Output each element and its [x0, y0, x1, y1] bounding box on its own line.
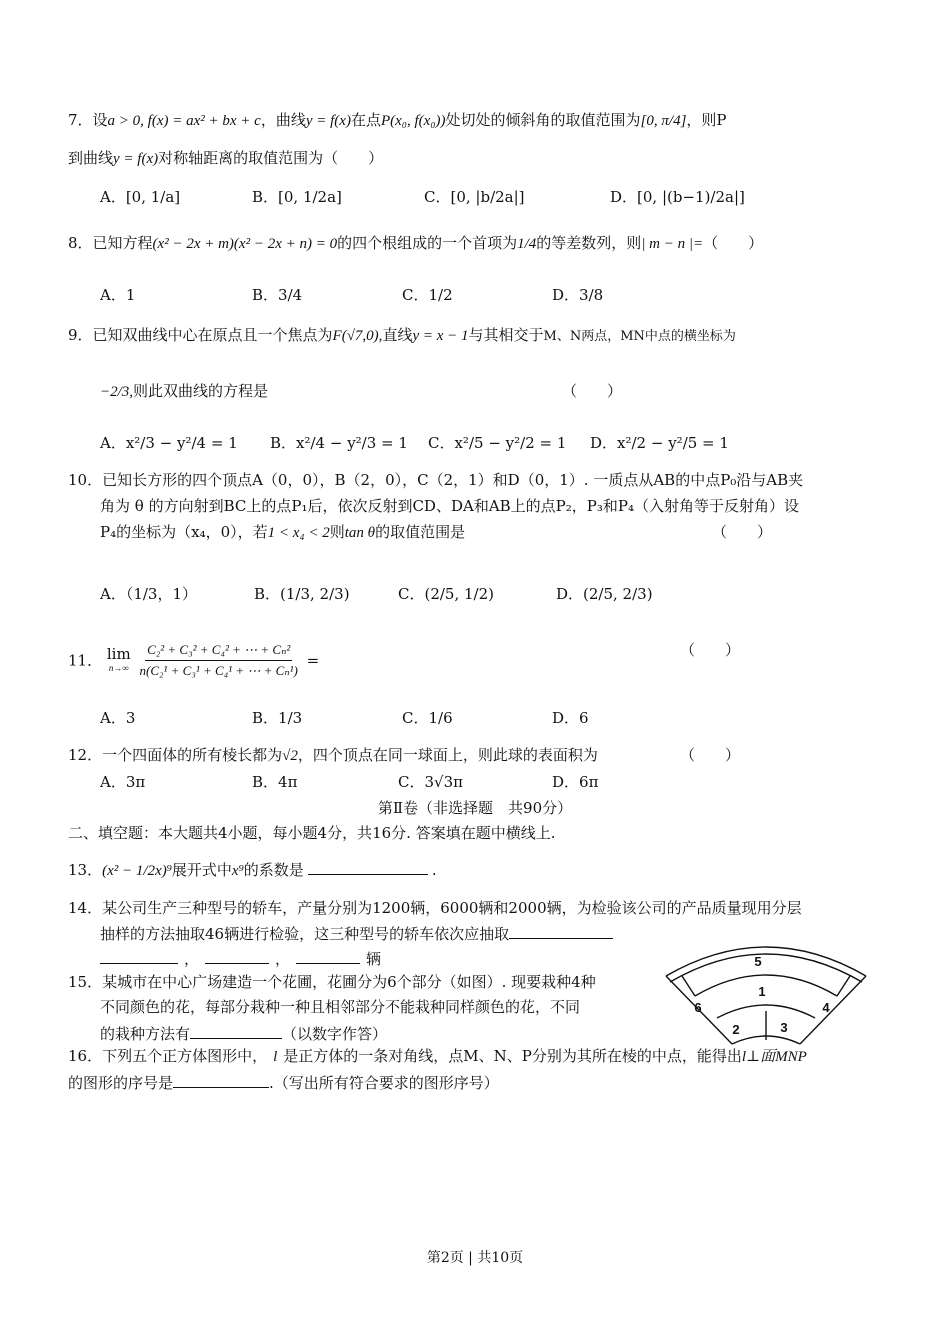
option-b: B．[0, 1/2a]: [252, 188, 342, 206]
q12-line1: 12．一个四面体的所有棱长都为√2，四个顶点在同一球面上，则此球的表面积为 （ ）: [68, 746, 741, 764]
q16-line1: 16．下列五个正方体图形中， l 是正方体的一条对角线，点M、N、P分别为其所在棱的中点，能得出l⊥面MNP: [68, 1047, 807, 1065]
q15-answer-blank[interactable]: [190, 1022, 282, 1039]
q13-line: 13．(x² − 1/2x)⁹展开式中x⁹的系数是 .: [68, 858, 437, 881]
q15-line3: 的栽种方法有 （以数字作答）: [100, 1022, 387, 1044]
option-b: B．1/3: [252, 709, 303, 727]
q14-answer-blank-3[interactable]: [205, 947, 269, 964]
q8-line1: 8．已知方程(x² − 2x + m)(x² − 2x + n) = 0的四个根组成的一个首项为1/4的等差数列，则| m − n |=（ ）: [68, 234, 764, 252]
q10-line2: 角为 θ 的方向射到BC上的点P₁后，依次反射到CD、DA和AB上的点P₂，P₃和P₄（入射角等于反射角）设: [100, 497, 799, 515]
q7-line1: 7．设a > 0, f(x) = ax² + bx + c，曲线y = f(x)在点P(x₀, f(x₀))处切处的倾斜角的取值范围为[0, π/4]，则P: [68, 111, 727, 129]
q14-answer-blank-1[interactable]: [509, 922, 613, 939]
option-c: C．1/6: [402, 709, 453, 727]
option-a: A．[0, 1/a]: [100, 188, 181, 206]
q14-line2: 抽样的方法抽取46辆进行检验，这三种型号的轿车依次应抽取: [100, 922, 613, 944]
q11-line: 11． lim n→∞ $\frac{\text{C₂² + C₃² + C₄² + ⋯ + Cₙ²}}{\text{n(C₂¹ + C₃¹ + C₄¹ + ⋯ + Cₙ¹)}}$ =: [68, 640, 319, 684]
outer-arc-inner: [670, 954, 862, 982]
q10-line1: 10．已知长方形的四个顶点A（0，0），B（2，0），C（2，1）和D（0，1）. 一质点从AB的中点P₀沿与AB夹: [68, 471, 804, 489]
option-a: A．x²/3 − y²/4 = 1: [100, 434, 238, 452]
divider-4: [837, 976, 850, 996]
region-2: 2: [732, 1022, 740, 1037]
section2-heading: 二、填空题：本大题共4小题，每小题4分，共16分. 答案填在题中横线上.: [68, 824, 556, 842]
option-c: C．(2/5, 1/2): [398, 585, 494, 603]
region-5: 5: [754, 954, 762, 969]
q9-line2: −2/3,则此双曲线的方程是 （ ）: [100, 382, 623, 400]
q9-line1: 9．已知双曲线中心在原点且一个焦点为F(√7,0),直线y = x − 1与其相交于M、N两点，MN中点的横坐标为: [68, 326, 736, 344]
option-b: B．(1/3, 2/3): [254, 585, 350, 603]
option-d: D．6π: [552, 773, 599, 791]
option-d: D．3/8: [552, 286, 604, 304]
option-b: B．4π: [252, 773, 298, 791]
right-edge: [800, 976, 866, 1044]
region-3: 3: [780, 1020, 788, 1035]
page-footer: 第2页 | 共10页: [426, 1250, 524, 1266]
option-b: B．3/4: [252, 286, 303, 304]
q11-fraction: $\frac{\text{C₂² + C₃² + C₄² + ⋯ + Cₙ²}}{\text{n(C₂¹ + C₃¹ + C₄¹ + ⋯ + Cₙ¹)}}$: [139, 642, 298, 678]
option-d: D．x²/2 − y²/5 = 1: [590, 434, 729, 452]
q14-answer-blank-4[interactable]: [296, 947, 360, 964]
option-d: D．[0, |(b−1)/2a|]: [610, 188, 745, 206]
region-4: 4: [822, 1000, 830, 1015]
option-c: C．x²/5 − y²/2 = 1: [428, 434, 567, 452]
region-1: 1: [758, 984, 766, 999]
option-c: C．[0, |b/2a|]: [424, 188, 525, 206]
mid-arc: [695, 975, 837, 996]
divider-6: [682, 976, 695, 996]
q10-line3: P₄的坐标为（x₄，0），若1 < x₄ < 2则tan θ的取值范围是 （ ）: [100, 523, 773, 541]
q11-paren: （ ）: [680, 641, 741, 659]
option-c: C．1/2: [402, 286, 453, 304]
q7-line2: 到曲线y = f(x)对称轴距离的取值范围为（ ）: [68, 149, 384, 167]
q15-line2: 不同颜色的花，每部分栽种一种且相邻部分不能栽种同样颜色的花，不同: [100, 998, 581, 1016]
q16-line2: 的图形的序号是 .（写出所有符合要求的图形序号）: [68, 1071, 499, 1093]
option-a: A．1: [100, 286, 136, 304]
flowerbed-figure: [662, 936, 870, 1052]
option-a: A．3: [100, 709, 136, 727]
option-d: D．6: [552, 709, 589, 727]
q14-answer-blank-2[interactable]: [100, 947, 178, 964]
q16-answer-blank[interactable]: [173, 1071, 269, 1088]
outer-arc: [666, 947, 866, 976]
q14-line1: 14．某公司生产三种型号的轿车，产量分别为1200辆，6000辆和2000辆，为检验该公司的产品质量现用分层: [68, 899, 802, 917]
q13-answer-blank[interactable]: [308, 858, 428, 875]
option-b: B．x²/4 − y²/3 = 1: [270, 434, 408, 452]
part2-title: 第Ⅱ卷（非选择题 共90分）: [377, 799, 573, 817]
option-a: A．3π: [100, 773, 146, 791]
option-c: C．3√3π: [398, 773, 463, 791]
option-a: A．（1/3，1）: [100, 585, 198, 603]
q15-line1: 15．某城市在中心广场建造一个花圃，花圃分为6个部分（如图）. 现要栽种4种: [68, 973, 596, 991]
option-d: D．(2/5, 2/3): [556, 585, 653, 603]
q14-line3: ， ， 辆: [100, 947, 381, 969]
region-6: 6: [694, 1000, 702, 1015]
